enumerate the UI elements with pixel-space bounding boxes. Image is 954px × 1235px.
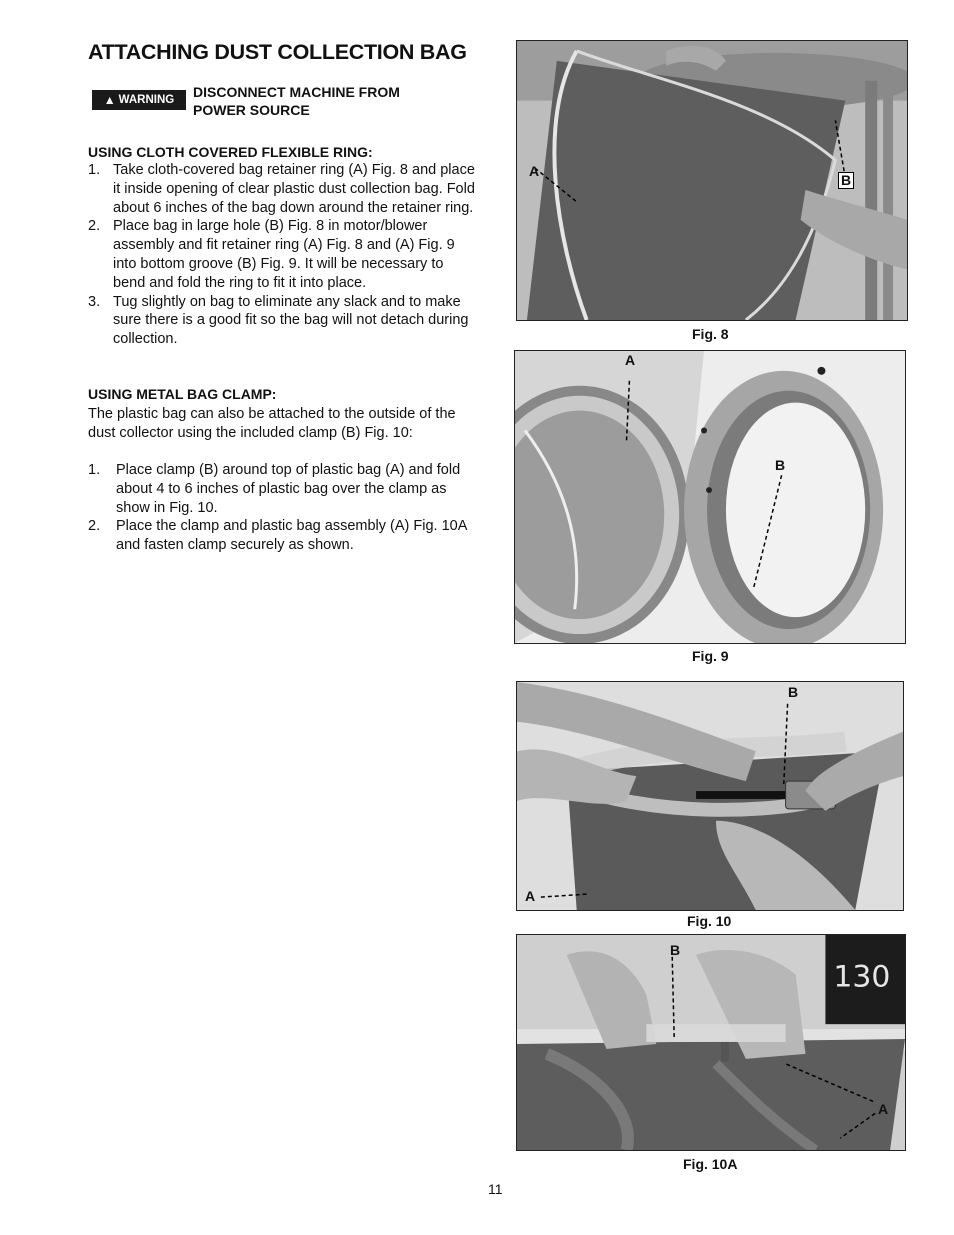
fig10-caption: Fig. 10 — [687, 913, 732, 929]
fig10a-photo — [516, 934, 906, 1151]
warning-badge — [92, 90, 186, 110]
fig9-label-b: B — [775, 457, 786, 473]
fig10a-label-b: B — [670, 942, 681, 958]
warning-text: DISCONNECT MACHINE FROM POWER SOURCE — [193, 84, 400, 118]
page-number: 11 — [488, 1181, 503, 1197]
fig8-caption: Fig. 8 — [692, 326, 729, 342]
fig10-photo — [516, 681, 904, 911]
list-item: 2. Place the clamp and plastic bag assembly (A) Fig. 10A and fasten clamp securely as shown. — [88, 518, 467, 554]
fig8-label-b: B — [838, 172, 854, 189]
fig10-label-b: B — [788, 684, 799, 700]
page-title: ATTACHING DUST COLLECTION BAG — [88, 40, 467, 64]
metal-clamp-steps — [88, 461, 478, 555]
list-item: 1. Place clamp (B) around top of plastic bag (A) and fold about 4 to 6 inches of plastic bag over the clamp as show in Fig. 10. — [88, 462, 461, 516]
warning-triangle-icon: ▲ — [103, 93, 116, 107]
fig8-label-a: A — [529, 163, 540, 179]
fig10a-caption: Fig. 10A — [683, 1156, 738, 1172]
warning-badge-label: WARNING — [118, 94, 175, 106]
fig10a-label-a: A — [878, 1101, 889, 1117]
fig10-label-a: A — [525, 888, 536, 904]
section-heading-metal-clamp: USING METAL BAG CLAMP: — [88, 386, 277, 402]
list-item: 2. Place bag in large hole (B) Fig. 8 in motor/blower assembly and fit retainer ring (A) Fig. 8 and (A) Fig. 9 into bottom groove (B) Fig. 9. It will be necessary to bend and fold the ring to fit it into place. — [88, 218, 455, 291]
fig9-photo — [514, 350, 906, 644]
cloth-ring-steps — [88, 161, 478, 349]
section-heading-cloth-ring: USING CLOTH COVERED FLEXIBLE RING: — [88, 144, 373, 160]
list-item: 1. Take cloth-covered bag retainer ring (A) Fig. 8 and place it inside opening of clear plastic dust collection bag. Fold about 6 inches of the bag down around the retainer ring. — [88, 162, 475, 216]
list-item: 3. Tug slightly on bag to eliminate any slack and to make sure there is a good fit so the bag will not detach during collection. — [88, 293, 469, 348]
metal-clamp-intro: The plastic bag can also be attached to the outside of the dust collector using the included clamp (B) Fig. 10: — [88, 406, 456, 441]
fig10a-machine-text: 130 — [833, 959, 891, 995]
fig9-label-a: A — [625, 352, 636, 368]
fig9-caption: Fig. 9 — [692, 648, 729, 664]
